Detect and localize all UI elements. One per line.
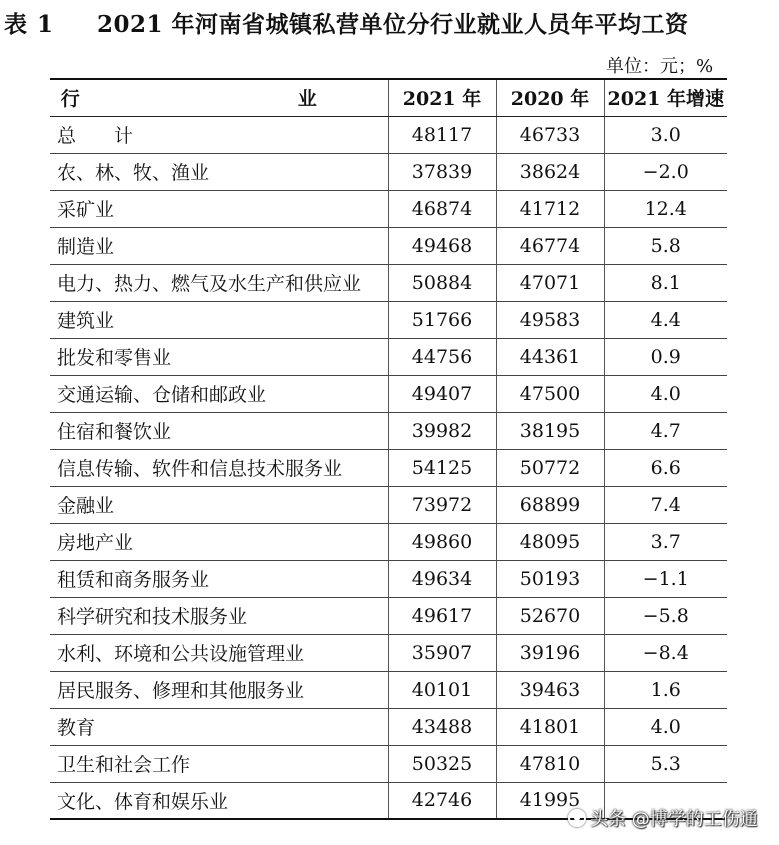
cell-industry: 采矿业 — [50, 190, 388, 227]
cell-2020: 50772 — [496, 449, 604, 486]
table-row — [50, 375, 727, 412]
cell-2020: 48095 — [496, 523, 604, 560]
cell-2020: 52670 — [496, 597, 604, 634]
cell-2021: 54125 — [388, 449, 496, 486]
cell-2020: 41801 — [496, 708, 604, 745]
cell-industry: 电力、热力、燃气及水生产和供应业 — [50, 264, 388, 301]
cell-2020: 68899 — [496, 486, 604, 523]
cell-industry: 总 计 — [50, 116, 388, 153]
header-2020: 2020 年 — [496, 79, 604, 116]
table-row — [50, 597, 727, 634]
cell-growth: −2.0 — [604, 153, 727, 190]
cell-2020: 39463 — [496, 671, 604, 708]
cell-2020: 41995 — [496, 782, 604, 819]
cell-industry: 金融业 — [50, 486, 388, 523]
cell-2021: 49468 — [388, 227, 496, 264]
cell-2021: 49407 — [388, 375, 496, 412]
cell-industry: 科学研究和技术服务业 — [50, 597, 388, 634]
cell-2020: 38624 — [496, 153, 604, 190]
cell-2021: 49617 — [388, 597, 496, 634]
header-growth: 2021 年增速 — [604, 79, 727, 116]
cell-growth: 6.6 — [604, 449, 727, 486]
table-row — [50, 560, 727, 597]
cell-2020: 46733 — [496, 116, 604, 153]
unit-label: 单位：元；% — [606, 56, 714, 77]
table-row — [50, 412, 727, 449]
header-2021: 2021 年 — [388, 79, 496, 116]
table-row — [50, 634, 727, 671]
cell-2021: 51766 — [388, 301, 496, 338]
cell-growth: 3.0 — [604, 116, 727, 153]
cell-2021: 50325 — [388, 745, 496, 782]
cell-2020: 46774 — [496, 227, 604, 264]
cell-2020: 49583 — [496, 301, 604, 338]
cell-2021: 73972 — [388, 486, 496, 523]
cell-2021: 46874 — [388, 190, 496, 227]
cell-2020: 47500 — [496, 375, 604, 412]
table-row — [50, 745, 727, 782]
cell-industry: 卫生和社会工作 — [50, 745, 388, 782]
cell-growth: 8.1 — [604, 264, 727, 301]
table-number: 表 1 — [4, 11, 55, 38]
cell-growth: 3.7 — [604, 523, 727, 560]
cell-growth: 5.8 — [604, 227, 727, 264]
cell-2021: 43488 — [388, 708, 496, 745]
cell-2020: 47810 — [496, 745, 604, 782]
cell-growth: 4.0 — [604, 375, 727, 412]
table-title — [0, 4, 779, 40]
table-row — [50, 523, 727, 560]
table-row — [50, 671, 727, 708]
camera-icon — [568, 809, 586, 827]
cell-growth: 4.0 — [604, 708, 727, 745]
cell-2021: 48117 — [388, 116, 496, 153]
header-row — [50, 79, 727, 116]
table-row — [50, 301, 727, 338]
cell-growth: 1.6 — [604, 671, 727, 708]
table-row — [50, 116, 727, 153]
cell-2021: 35907 — [388, 634, 496, 671]
cell-2021: 44756 — [388, 338, 496, 375]
cell-2020: 50193 — [496, 560, 604, 597]
cell-growth: −5.8 — [604, 597, 727, 634]
table-row — [50, 227, 727, 264]
cell-2020: 41712 — [496, 190, 604, 227]
cell-growth: 7.4 — [604, 486, 727, 523]
cell-2021: 50884 — [388, 264, 496, 301]
cell-2020: 38195 — [496, 412, 604, 449]
table-row — [50, 449, 727, 486]
cell-industry: 住宿和餐饮业 — [50, 412, 388, 449]
table-body — [50, 116, 727, 819]
cell-growth: 0.9 — [604, 338, 727, 375]
cell-industry: 批发和零售业 — [50, 338, 388, 375]
cell-growth: 4.4 — [604, 301, 727, 338]
cell-industry: 建筑业 — [50, 301, 388, 338]
cell-industry: 教育 — [50, 708, 388, 745]
cell-2021: 49634 — [388, 560, 496, 597]
table-title-text: 2021 年河南省城镇私营单位分行业就业人员年平均工资 — [97, 11, 689, 38]
header-industry: 行 业 — [50, 79, 388, 116]
cell-growth: 12.4 — [604, 190, 727, 227]
cell-industry: 房地产业 — [50, 523, 388, 560]
cell-industry: 租赁和商务服务业 — [50, 560, 388, 597]
cell-industry: 农、林、牧、渔业 — [50, 153, 388, 190]
cell-industry: 制造业 — [50, 227, 388, 264]
cell-industry: 信息传输、软件和信息技术服务业 — [50, 449, 388, 486]
cell-2021: 42746 — [388, 782, 496, 819]
cell-growth: −1.1 — [604, 560, 727, 597]
watermark-text: 头条 @博学的工伤通 — [590, 809, 758, 830]
table-row — [50, 190, 727, 227]
cell-growth: 4.7 — [604, 412, 727, 449]
table-row — [50, 264, 727, 301]
cell-2020: 39196 — [496, 634, 604, 671]
cell-2021: 40101 — [388, 671, 496, 708]
cell-growth: 5.3 — [604, 745, 727, 782]
table-row — [50, 338, 727, 375]
watermark — [568, 803, 758, 833]
wage-table — [50, 78, 727, 820]
cell-industry: 水利、环境和公共设施管理业 — [50, 634, 388, 671]
cell-2021: 49860 — [388, 523, 496, 560]
cell-industry: 文化、体育和娱乐业 — [50, 782, 388, 819]
cell-growth: −8.4 — [604, 634, 727, 671]
table-row — [50, 708, 727, 745]
cell-2020: 44361 — [496, 338, 604, 375]
cell-industry: 居民服务、修理和其他服务业 — [50, 671, 388, 708]
table-row — [50, 486, 727, 523]
cell-industry: 交通运输、仓储和邮政业 — [50, 375, 388, 412]
cell-2021: 37839 — [388, 153, 496, 190]
cell-2021: 39982 — [388, 412, 496, 449]
cell-2020: 47071 — [496, 264, 604, 301]
table-row — [50, 153, 727, 190]
